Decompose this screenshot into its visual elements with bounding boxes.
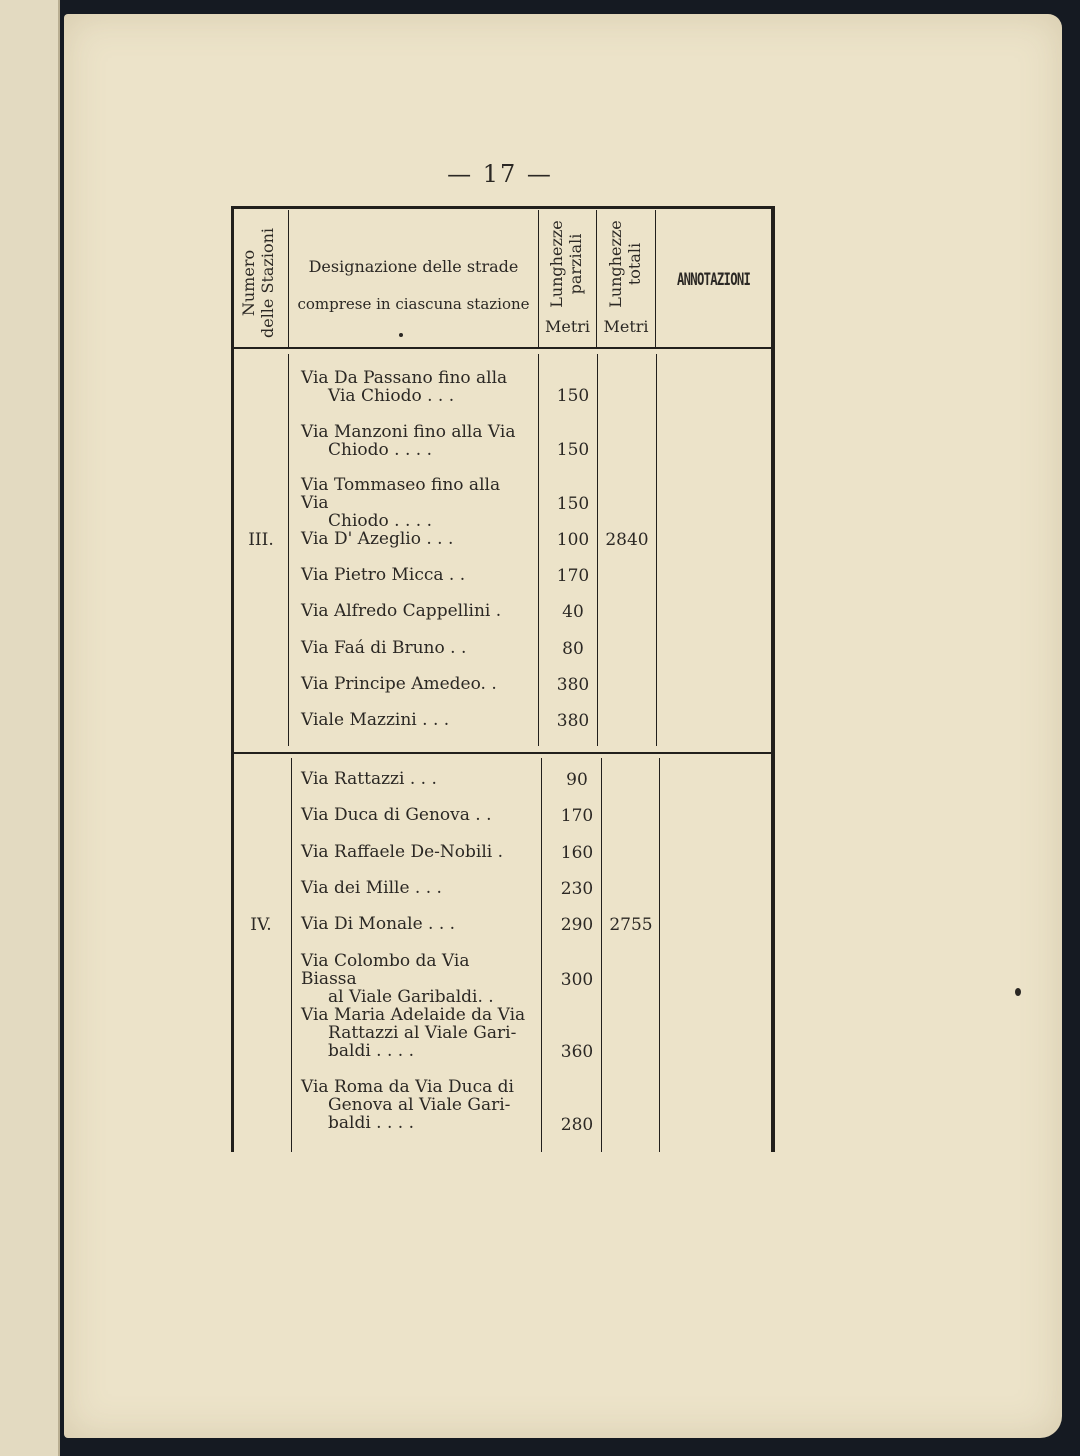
station-number-iv: IV. xyxy=(250,915,272,935)
header-station-number: Numero delle Stazioni xyxy=(239,227,277,339)
street-length: 170 xyxy=(560,806,594,826)
header-designation: Designazione delle strade comprese in ciascuna stazione xyxy=(297,257,530,313)
street-length: 150 xyxy=(556,494,590,514)
street-length: 40 xyxy=(562,602,584,622)
street-row: Via Maria Adelaide da Via Rattazzi al Viale Gari- baldi . . . . xyxy=(301,1005,526,1061)
street-length: 280 xyxy=(560,1115,594,1135)
street-length: 230 xyxy=(560,879,594,899)
street-length: 300 xyxy=(560,970,594,990)
street-length: 290 xyxy=(560,915,594,935)
street-row: Via Tommaseo fino alla Via Chiodo . . . . xyxy=(301,475,501,531)
header-bottom-rule xyxy=(231,347,772,349)
section-divider-rule xyxy=(231,752,772,754)
street-row: Via Da Passano fino alla Via Chiodo . . . xyxy=(301,368,508,406)
page-number: — 17 — xyxy=(447,160,553,188)
header-annotations: ANNOTAZIONI xyxy=(677,270,751,290)
ink-spot xyxy=(1015,988,1021,996)
street-row: Via Colombo da Via Biassa al Viale Garibaldi. . xyxy=(301,951,494,1007)
street-row: Via Duca di Genova . . xyxy=(301,805,492,825)
station-number-iii: III. xyxy=(248,530,274,550)
header-partial-unit: Metri xyxy=(544,317,591,336)
street-row: Via Manzoni fino alla Via Chiodo . . . . xyxy=(301,422,516,460)
street-row: Via Raffaele De-Nobili . xyxy=(301,842,503,862)
street-row: Via Principe Amedeo. . xyxy=(301,674,497,694)
header-total-unit: Metri xyxy=(603,317,649,336)
street-length: 90 xyxy=(566,770,588,790)
street-length: 150 xyxy=(556,440,590,460)
street-row: Via dei Mille . . . xyxy=(301,878,442,898)
station-total-iii: 2840 xyxy=(605,530,649,550)
street-length: 160 xyxy=(560,843,594,863)
header-total-lengths: Lunghezze totali xyxy=(606,220,644,308)
street-row: Via D' Azeglio . . . xyxy=(301,529,454,549)
street-row: Via Roma da Via Duca di Genova al Viale Gari- baldi . . . . xyxy=(301,1077,514,1133)
street-row: Via Alfredo Cappellini . xyxy=(301,601,502,621)
street-row: Via Di Monale . . . xyxy=(301,914,456,934)
table-top-rule xyxy=(231,206,772,209)
ink-spot xyxy=(399,333,403,337)
street-row: Via Rattazzi . . . xyxy=(301,769,437,789)
street-length: 150 xyxy=(556,386,590,406)
street-row: Viale Mazzini . . . xyxy=(301,710,450,730)
street-row: Via Pietro Micca . . xyxy=(301,565,466,585)
station-total-iv: 2755 xyxy=(609,915,653,935)
street-length: 80 xyxy=(562,639,584,659)
left-page-edge xyxy=(0,0,60,1456)
street-length: 170 xyxy=(556,566,590,586)
street-row: Via Faá di Bruno . . xyxy=(301,638,467,658)
street-length: 380 xyxy=(556,711,590,731)
header-partial-lengths: Lunghezze parziali xyxy=(547,220,585,308)
street-length: 360 xyxy=(560,1042,594,1062)
street-length: 100 xyxy=(556,530,590,550)
street-length: 380 xyxy=(556,675,590,695)
